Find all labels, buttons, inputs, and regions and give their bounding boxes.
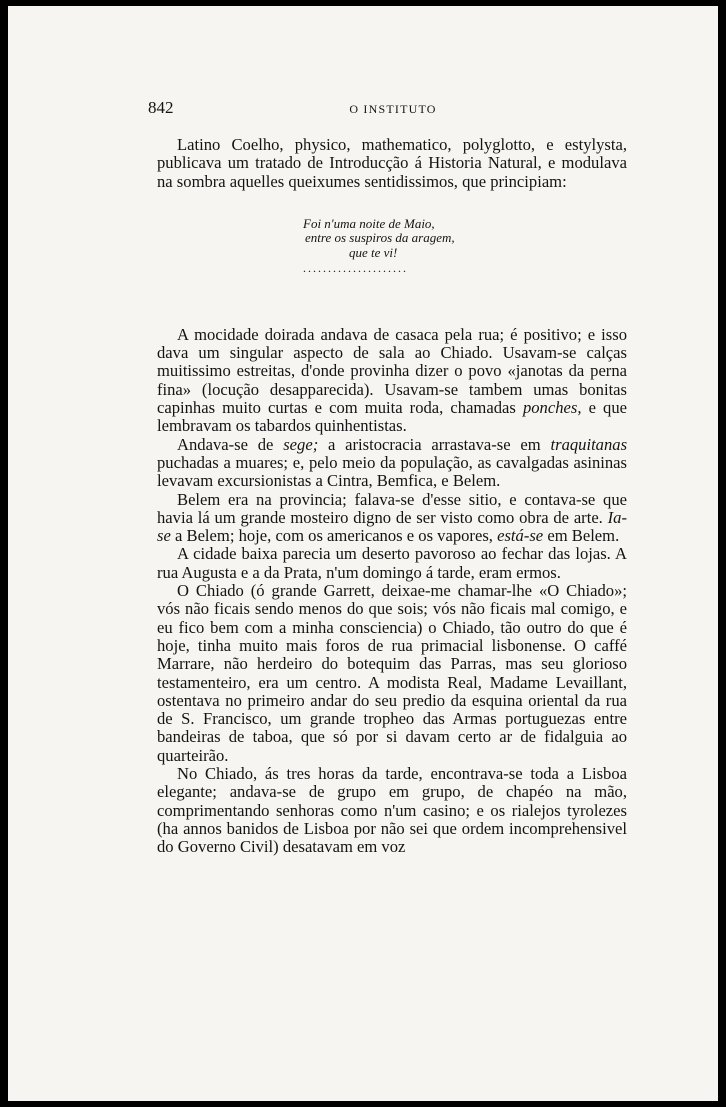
verse-line: Foi n'uma noite de Maio, — [303, 215, 435, 231]
italic-term: Ia-se — [157, 507, 627, 546]
italic-term: traquitanas — [550, 434, 628, 454]
paragraph-text: em Belem. — [547, 526, 620, 546]
page-header — [148, 98, 638, 120]
body-text — [157, 136, 627, 857]
italic-term: ponches, — [522, 398, 582, 418]
paragraph-text: puchadas a muares; e, pelo meio da população, as cavalgadas asininas levavam excursionistas a Cintra, Bemfica, e Belem. — [157, 452, 627, 491]
opening-paragraph: Latino Coelho, physico, mathematico, polyglotto, e estylysta, publicava um tratado de Introducção á Historia Natural, e modulava na sombra aquelles queixumes sentidissimos, que principiam: — [157, 135, 627, 191]
paragraph-text: Belem era na provincia; falava-se d'esse sitio, e contava-se que havia lá um grande mosteiro digno de ser visto como obra de arte. — [157, 489, 627, 527]
italic-term: sege; — [283, 434, 319, 454]
paragraph-belem — [157, 491, 627, 546]
paragraph-tres-horas: No Chiado, ás tres horas da tarde, encontrava-se toda a Lisboa elegante; andava-se de grupo em grupo, de chapéo na mão, comprimentando senhoras como n'um casino; e os rialejos tyrolezes (ha annos banidos de Lisboa por não sei que ordem incomprehensivel do Governo Civil) desatavam em voz — [157, 764, 627, 857]
italic-term: está-se — [497, 526, 544, 546]
paragraph-text: Andava-se de — [177, 434, 274, 454]
verse-quotation — [157, 217, 627, 276]
paragraph-sege — [157, 436, 627, 491]
book-page — [8, 6, 718, 1101]
paragraph-text: e que lembravam os tabardos quinhentistas. — [157, 398, 627, 436]
paragraph-text: a Belem; hoje, com os americanos e os vapores, — [174, 526, 493, 546]
paragraph-text: a aristocracia arrastava-se em — [328, 434, 541, 454]
paragraph-text: A mocidade doirada andava de casaca pela rua; é positivo; e isso dava um singular aspecto de sala ao Chiado. Usavam-se calças muitissimo estreitas, d'onde provinha dizer o povo «janotas da perna fina» (locução desapparecida). Usavam-se tambem umas bonitas capinhas muito curtas e com muita roda, chamadas — [157, 324, 627, 418]
paragraph-cidade-baixa: A cidade baixa parecia um deserto pavoroso ao fechar das lojas. A rua Augusta e a da Prata, n'um domingo á tarde, eram ermos. — [157, 544, 627, 582]
page-number: 842 — [148, 98, 174, 117]
verse-ellipsis: ..................... — [303, 261, 408, 276]
running-head: O INSTITUTO — [349, 102, 437, 116]
verse-line: entre os suspiros da aragem, — [305, 230, 455, 246]
paragraph-chiado: O Chiado (ó grande Garrett, deixae-me chamar-lhe «O Chiado»; vós não ficais sendo menos do que sois; vós não ficais mal comigo, e eu fico bem com a minha consciencia) o Chiado, tão outro do que é hoje, tinha muito mais foros de rua primacial lisbonense. O caffé Marrare, não herdeiro do botequim das Parras, mas seu glorioso testamenteiro, era um centro. A modista Real, Madame Levaillant, ostentava no primeiro andar do seu predio da esquina oriental da rua de S. Francisco, um grande tropheo das Armas portuguezas entre bandeiras de taboa, que só por si davam certo ar de fidalguia ao quarteirão. — [157, 581, 627, 765]
verse-line: que te vi! — [349, 244, 398, 260]
paragraph-mocidade — [157, 326, 627, 436]
section-gap — [157, 276, 627, 326]
